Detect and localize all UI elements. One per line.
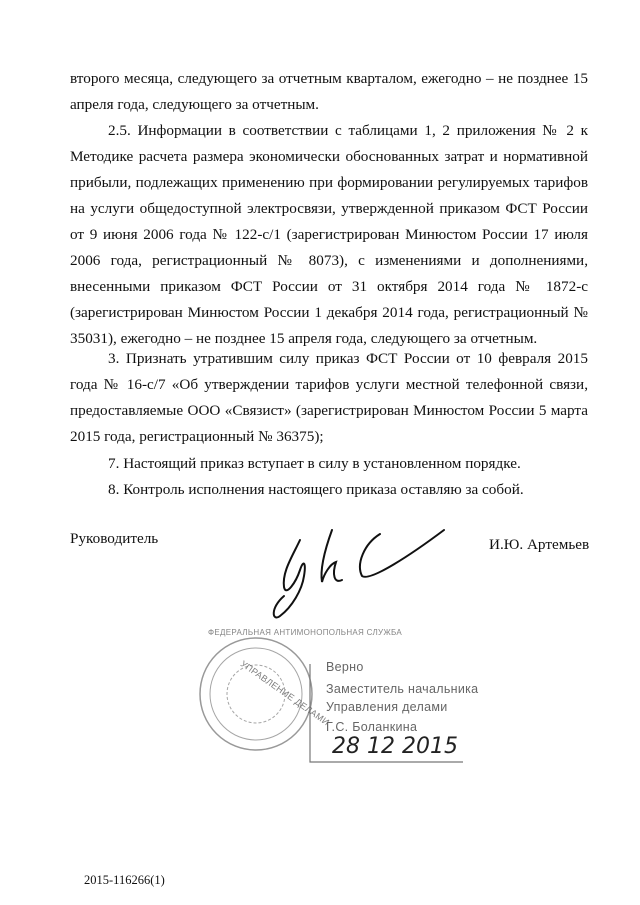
stamp-line-verno: Верно	[326, 660, 364, 674]
document-code: 2015-116266(1)	[84, 873, 165, 887]
signatory-title: Руководитель	[70, 530, 159, 547]
stamp-line-name: Г.С. Боланкина	[326, 720, 418, 734]
seal-ring-text: ФЕДЕРАЛЬНАЯ АНТИМОНОПОЛЬНАЯ СЛУЖБА	[208, 628, 403, 637]
stamp-line-position: Заместитель начальника	[326, 682, 479, 696]
seal-center-text: УПРАВЛЕНИЕ ДЕЛАМИ	[238, 658, 332, 728]
paragraph-3: 3. Признать утратившим силу приказ ФСТ России от 10 февраля 2015 года № 16-с/7 «Об утверждении тарифов услуги местной телефонной связи, предоставляемые ООО «Связист» (зарегистрирован Минюстом России 5 марта 2015 года, регистрационный № 36375);	[70, 350, 588, 445]
paragraph-7: 7. Настоящий приказ вступает в силу в установленном порядке.	[108, 455, 521, 472]
handwritten-signature	[262, 512, 462, 627]
stamp-line-department: Управления делами	[326, 700, 448, 714]
paragraph-continuation: второго месяца, следующего за отчетным кварталом, ежегодно – не позднее 15 апреля года, следующего за отчетным.	[70, 70, 588, 113]
signatory-name: И.Ю. Артемьев	[489, 536, 590, 553]
paragraph-8: 8. Контроль исполнения настоящего приказа оставляю за собой.	[108, 481, 524, 498]
paragraph-2-5: 2.5. Информации в соответствии с таблицами 1, 2 приложения № 2 к Методике расчета размера экономически обоснованных затрат и нормативной прибыли, подлежащих применению при формировании регулируемых тарифов на услуги общедоступной электросвязи, утвержденной приказом ФСТ России от 9 июня 2006 года № 122-с/1 (зарегистрирован Минюстом России 17 июля 2006 года, регистрационный № 8073), с изменениями и дополнениями, внесенными приказом ФСТ России от 31 октября 2014 года № 1872-с (зарегистрирован Минюстом России 1 декабря 2014 года, регистрационный № 35031), ежегодно – не позднее 15 апреля года, следующего за отчетным.	[70, 122, 588, 347]
stamp-handwritten-date: 28 12 2015	[332, 734, 458, 759]
